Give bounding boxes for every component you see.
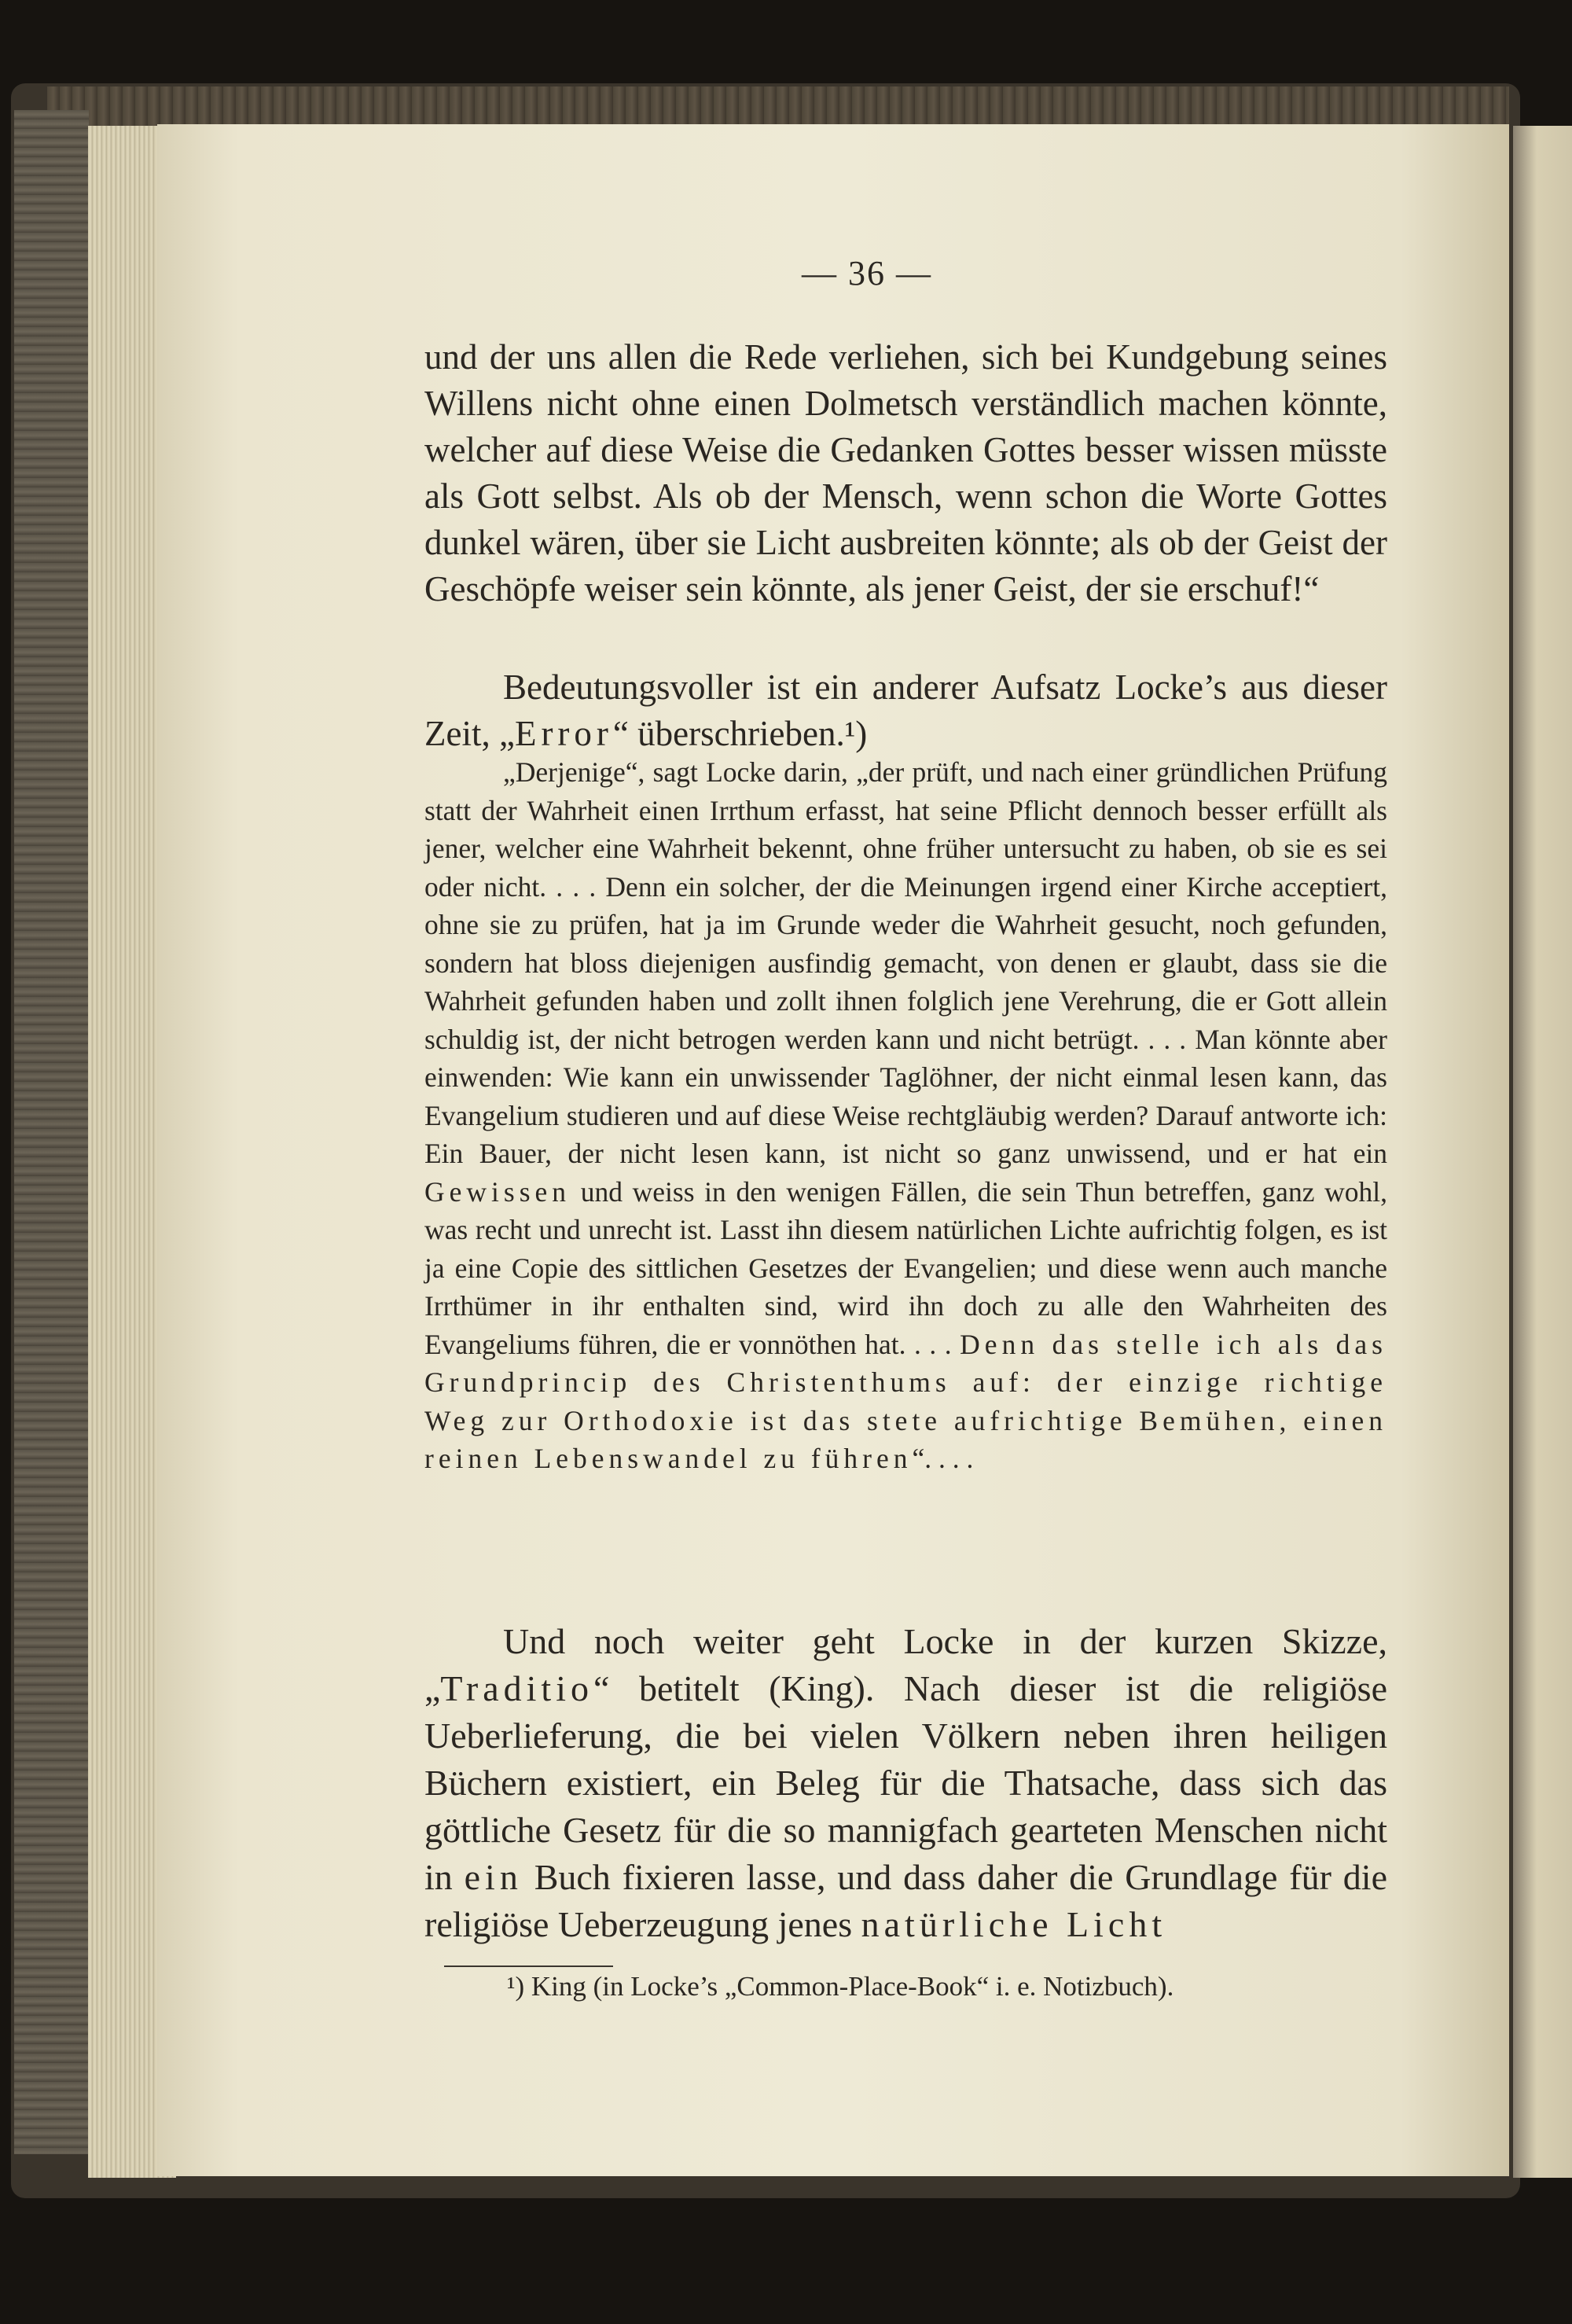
quotation-part-2: und weiss in den wenigen Fällen, die sein Thun betreffen, ganz wohl, was recht und unrecht ist. Lasst ihn diesem natürlichen Lichte aufrichtig folgen, es ist ja eine Copie des sittlichen Gesetzes der Evangelien; und diese wenn auch manche Irrthümer in ihr enthalten sind, wird ihn doch zu alle den Wahrheiten des Evangeliums führen, die er vonnöthen hat. . . . [424,1175,1387,1360]
emphasis-natuerliche-licht: natürliche Licht [861,1904,1167,1944]
paragraph-1-text: und der uns allen die Rede verliehen, sich bei Kundgebung seines Willens nicht ohne einen Dolmetsch verständlich machen könnte, welcher auf diese Weise die Gedanken Gottes besser wissen müsste als Gott selbst. Als ob der Mensch, wenn schon die Worte Gottes dunkel wären, über sie Licht ausbreiten könnte; als ob der Geist der Geschöpfe weiser sein könnte, als jener Geist, der sie erschuf!“ [424,337,1387,609]
paragraph-3-mid: “ betitelt (King). Nach dieser ist die religiöse Ueberlieferung, die bei vielen Völkern neben ihren heiligen Büchern existiert, ein Beleg für die Thatsache, dass sich das göttliche Gesetz für die so mannigfach gearteten Menschen nicht in [424,1668,1387,1897]
footnote-divider [444,1965,613,1967]
page-number: — 36 — [802,254,932,292]
quotation-end: “. . . . [912,1443,974,1474]
footnote: ¹) King (in Locke’s „Common-Place-Book“ i. e. Notizbuch). [507,1971,1174,2002]
title-traditio: Traditio [440,1668,593,1708]
cover-spine [14,110,89,2154]
locke-quotation [424,753,1387,1478]
title-error: Error [514,714,613,753]
facing-page-edge [1513,126,1572,2178]
paragraph-2-pre: Bedeutungsvoller ist ein anderer Aufsatz Locke’s aus dieser Zeit, „ [424,667,1387,753]
paragraph-3-pre: Und noch weiter geht Locke in der kurzen Skizze, „ [424,1621,1387,1708]
quotation-part-1: „Derjenige“, sagt Locke darin, „der prüft, und nach einer gründlichen Prüfung statt der Wahrheit einen Irrthum erfasst, hat seine Pflicht dennoch besser erfüllt als jener, welcher eine Wahrheit bekennt, ohne früher untersucht zu haben, ob sie es sei oder nicht. . . . Denn ein solcher, der die Meinungen irgend einer Kirche acceptiert, ohne sie zu prüfen, hat ja im Grunde weder die Wahrheit gesucht, noch gefunden, sondern hat bloss diejenigen ausfindig gemacht, von denen er glaubt, dass sie die Wahrheit gefunden haben und zollt ihnen folglich jene Verehrung, die er Gott allein schuldig ist, der nicht betrogen werden kann und nicht betrügt. . . . Man könnte aber einwenden: Wie kann ein unwissender Taglöhner, der nicht einmal lesen kann, das Evangelium studieren und auf diese Weise rechtgläubig werden? Darauf antworte ich: Ein Bauer, der nicht lesen kann, ist nicht so ganz unwissend, und er hat ein [424,756,1387,1169]
emphasis-gewissen: Gewissen [424,1175,571,1208]
emphasis-ein: ein [464,1857,523,1897]
paragraph-2-text [424,664,1387,757]
paragraph-2 [424,664,1387,757]
paragraph-1 [424,334,1387,612]
emphasis-grundprincip: Denn das stelle ich als das Grundprincip des Christenthums auf: der einzige richtige Weg zur Orthodoxie ist das stete aufrichtige Bemühen, einen reinen Lebenswandel zu führen [424,1328,1387,1474]
paragraph-3 [424,1618,1387,1948]
paragraph-3-text [424,1618,1387,1948]
quotation-text [424,753,1387,1478]
paragraph-2-post: “ überschrieben.¹) [612,714,868,753]
paragraph-3-post: Buch fixieren lasse, und dass daher die Grundlage für die religiöse Ueberzeugung jenes [424,1857,1387,1944]
